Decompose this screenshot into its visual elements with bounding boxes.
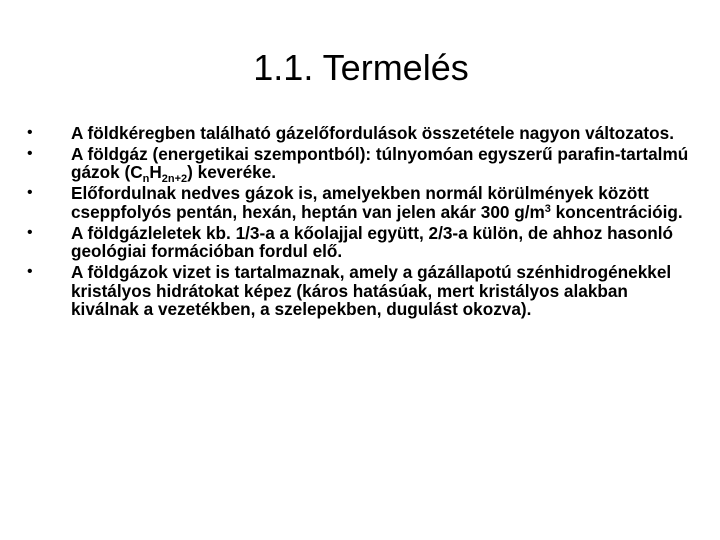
- bullet-dot: •: [27, 223, 33, 241]
- bullet-text-part: ) keveréke.: [187, 162, 277, 183]
- bullet-text: A földgázok vizet is tartalmaznak, amely a gázállapotú szénhidrogénekkel kristályos hidrátokat képez (káros hatásúak, mert kristályos alakban kiválnak a vezetékben, a szelepekben, dugulást okozva).: [71, 261, 672, 320]
- bullet-dot: •: [27, 144, 33, 162]
- bullet-list: [27, 124, 697, 321]
- bullet-text-part: Előfordulnak nedves gázok is, amelyekben normál körülmények között cseppfolyós pentán, hexán, heptán van jelen akár 300 g/m: [71, 183, 649, 222]
- bullet-text-part: koncentrációig.: [550, 201, 683, 222]
- bullet-text-part: A földgáz (energetikai szempontból): túlnyomóan egyszerű parafin-tartalmú gázok (C: [71, 143, 689, 183]
- bullet-item-hydrates: [27, 263, 697, 319]
- bullet-text: A földkéregben található gázelőfordulások összetétele nagyon változatos.: [71, 123, 674, 143]
- bullet-text-part: H: [149, 162, 162, 183]
- bullet-dot: •: [27, 262, 33, 280]
- bullet-item-natural-gas: [27, 143, 697, 186]
- slide-title: 1.1. Termelés: [253, 47, 469, 88]
- bullet-dot: •: [27, 124, 33, 141]
- bullet-item-deposits: [27, 224, 697, 261]
- unit-superscript: 3: [544, 202, 551, 215]
- bullet-item-composition: [27, 124, 697, 143]
- bullet-item-wet-gas: [27, 184, 697, 221]
- bullet-text: [71, 143, 689, 186]
- formula-subscript: 2n+2: [161, 173, 188, 186]
- bullet-text: [71, 183, 683, 222]
- formula-subscript: n: [142, 173, 150, 186]
- bullet-text: A földgázleletek kb. 1/3-a a kőolajjal együtt, 2/3-a külön, de ahhoz hasonló geológiai formációban fordul elő.: [71, 222, 674, 262]
- bullet-dot: •: [27, 184, 33, 202]
